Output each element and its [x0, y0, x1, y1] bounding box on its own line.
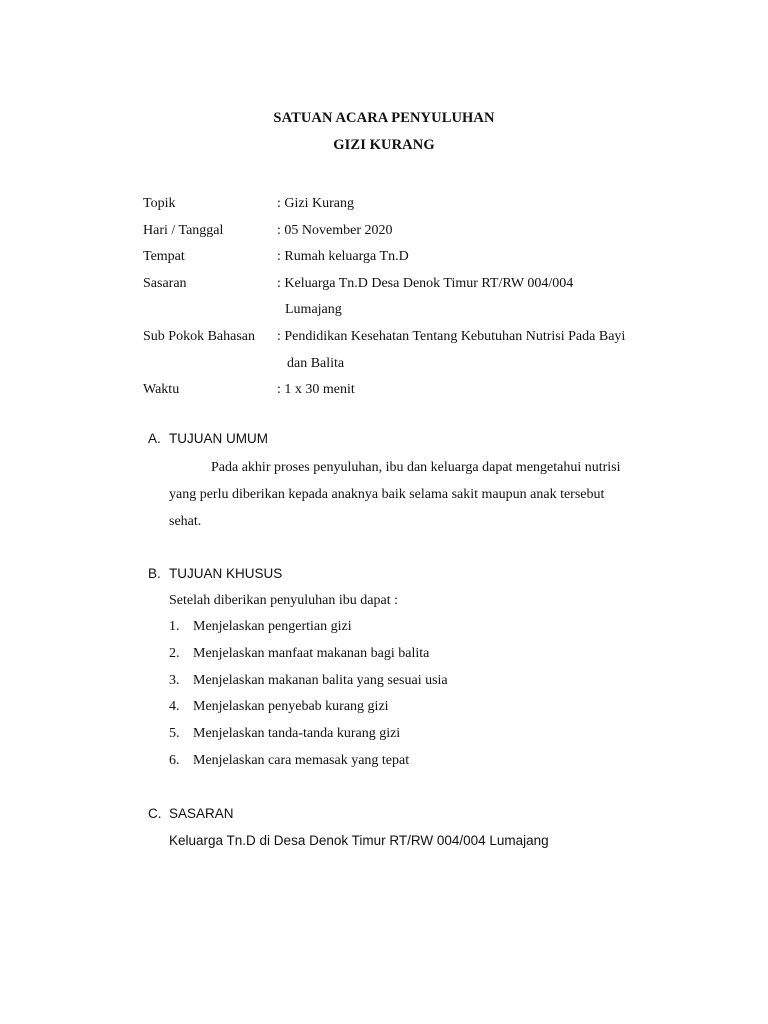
- list-item: [169, 721, 649, 748]
- document-subtitle: GIZI KURANG: [333, 137, 435, 153]
- info-value-line: : Keluarga Tn.D Desa Denok Timur RT/RW 004/004: [277, 275, 574, 291]
- paragraph-line: sehat.: [169, 514, 202, 529]
- info-value: : Rumah keluarga Tn.D: [277, 249, 409, 265]
- list-number: 4.: [169, 699, 180, 715]
- list-item: [169, 748, 649, 775]
- section-letter: C.: [148, 806, 162, 821]
- section-a-paragraph: [169, 454, 669, 535]
- info-row-hari: [143, 218, 703, 245]
- list-number: 1.: [169, 619, 180, 634]
- info-label: Waktu: [143, 382, 180, 398]
- section-letter: B.: [148, 566, 161, 581]
- objectives-list: [169, 614, 649, 775]
- section-b-heading: [148, 566, 282, 581]
- list-text: Menjelaskan penyebab kurang gizi: [193, 699, 389, 715]
- info-label: Tempat: [143, 249, 185, 265]
- list-text: Menjelaskan tanda-tanda kurang gizi: [193, 726, 401, 742]
- paragraph-line: Pada akhir proses penyuluhan, ibu dan keluarga dapat mengetahui nutrisi: [211, 460, 621, 475]
- info-label: Sub Pokok Bahasan: [143, 328, 255, 344]
- info-value: : 05 November 2020: [277, 222, 393, 238]
- info-label: Topik: [143, 196, 176, 211]
- section-b-intro: Setelah diberikan penyuluhan ibu dapat :: [169, 593, 398, 608]
- section-c-heading: [148, 806, 234, 821]
- list-text: Menjelaskan makanan balita yang sesuai usia: [193, 672, 448, 688]
- list-item: [169, 668, 649, 695]
- list-text: Menjelaskan cara memasak yang tepat: [193, 752, 410, 768]
- list-item: [169, 694, 649, 721]
- list-number: 5.: [169, 726, 180, 742]
- info-row-tempat: [143, 244, 703, 271]
- info-value: [277, 324, 677, 377]
- info-value-continuation: dan Balita: [287, 355, 345, 371]
- info-row-waktu: [143, 377, 703, 404]
- info-row-sub-pokok: [143, 324, 703, 377]
- list-number: 2.: [169, 645, 180, 661]
- section-title: SASARAN: [169, 806, 234, 821]
- info-table: [143, 191, 703, 404]
- document-title: SATUAN ACARA PENYULUHAN: [273, 110, 495, 126]
- info-value-continuation: Lumajang: [285, 302, 342, 318]
- section-a-heading: [148, 431, 268, 446]
- section-letter: A.: [148, 431, 161, 446]
- info-row-sasaran: [143, 271, 703, 324]
- section-title: TUJUAN UMUM: [169, 431, 268, 446]
- section-title: TUJUAN KHUSUS: [169, 566, 283, 581]
- list-text: Menjelaskan pengertian gizi: [193, 619, 352, 634]
- info-value: : 1 x 30 menit: [277, 382, 355, 398]
- list-text: Menjelaskan manfaat makanan bagi balita: [193, 645, 430, 661]
- paragraph-line: yang perlu diberikan kepada anaknya baik selama sakit maupun anak tersebut: [169, 487, 605, 502]
- list-number: 6.: [169, 752, 180, 768]
- info-label: Hari / Tanggal: [143, 222, 224, 238]
- info-row-topik: [143, 191, 703, 218]
- info-value: : Gizi Kurang: [277, 196, 354, 211]
- list-number: 3.: [169, 672, 180, 688]
- info-label: Sasaran: [143, 275, 187, 291]
- info-value: [277, 271, 677, 324]
- list-item: [169, 614, 649, 641]
- section-c-text: Keluarga Tn.D di Desa Denok Timur RT/RW 004/004 Lumajang: [169, 833, 549, 848]
- list-item: [169, 641, 649, 668]
- info-value-line: : Pendidikan Kesehatan Tentang Kebutuhan Nutrisi Pada Bayi: [277, 328, 626, 344]
